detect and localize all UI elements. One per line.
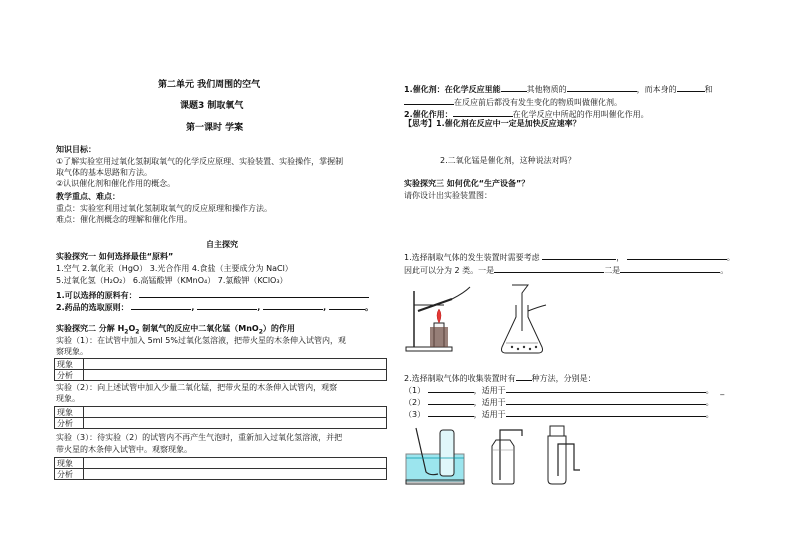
inquiry-3-instruction: 请你设计出实验装置图： [404, 191, 492, 200]
observation-cell[interactable] [84, 359, 387, 370]
downward-air-displacement-icon [544, 424, 584, 486]
experiment-2-table [54, 406, 387, 429]
catalyst-text: 和 [704, 85, 713, 94]
water-displacement-icon [404, 424, 468, 486]
self-study-heading: 自主探究 [206, 240, 238, 249]
generator-types [404, 264, 728, 276]
catalyst-label: 1.催化剂：在化学反应里能 [404, 85, 501, 94]
answer-blank[interactable] [453, 108, 513, 117]
goal-1b: 取气体的基本思路和方法。 [56, 168, 152, 177]
collection-method-2 [404, 396, 714, 408]
goal-1a: ①了解实验室用过氧化氢制取氧气的化学反应原理、实验装置、实验操作，掌握制 [56, 157, 344, 166]
analysis-cell[interactable] [84, 370, 387, 381]
item-number: （1） [404, 386, 426, 395]
key-heading: 教学重点、难点： [56, 192, 120, 201]
think-question-2: 2.二氧化锰是催化剂，这种说法对吗？ [440, 156, 576, 165]
observation-cell[interactable] [84, 458, 387, 469]
observation-label: 现象 [55, 458, 84, 469]
analysis-cell[interactable] [84, 418, 387, 429]
material-options-1: 1.空气 2.氧化汞（HgO） 3.光合作用 4.食盐（主要成分为 NaCl） [56, 264, 293, 273]
question-1-label: 1.可以选择的原料有： [56, 291, 137, 300]
answer-blank[interactable] [404, 96, 454, 105]
key-point: 重点：实验室利用过氧化氢制取氧气的反应原理和操作方法。 [56, 204, 272, 213]
catalyst-text: ，而本身的 [636, 85, 677, 94]
answer-blank[interactable] [501, 83, 527, 92]
inquiry-2-part: ）的作用 [262, 324, 295, 333]
answer-blank[interactable] [494, 264, 604, 273]
answer-blank[interactable] [428, 408, 474, 417]
answer-blank[interactable] [567, 83, 637, 92]
solid-heating-apparatus-icon [404, 283, 474, 353]
catalyst-definition-2 [404, 96, 622, 108]
answer-blank[interactable] [139, 289, 369, 298]
answer-blank[interactable] [197, 301, 257, 310]
period-mark: 。 [705, 386, 714, 395]
answer-blank[interactable] [131, 301, 191, 310]
question-2: 2.药品的选取原则： , , , 。 [56, 303, 373, 312]
experiment-2b: 现象。 [56, 394, 80, 403]
subscript: 2 [258, 328, 263, 336]
collection-question [404, 372, 596, 384]
inquiry-2-part: 制氧气的反应中二氧化锰（MnO [139, 324, 259, 333]
collection-method-1 [404, 384, 724, 396]
analysis-label: 分析 [55, 370, 84, 381]
lesson-title: 课题3 制取氧气 [180, 101, 244, 111]
experiment-1-table [54, 358, 387, 381]
inquiry-2-part: 实验探究二 分解 H [56, 324, 125, 333]
period-mark: 。 [705, 410, 714, 419]
answer-blank[interactable] [428, 384, 474, 393]
material-options-2: 5.过氧化氢（H₂O₂） 6.高锰酸钾（KMnO₄） 7.氯酸钾（KClO₃） [56, 276, 288, 285]
catalysis-text: 在化学反应中所起的作用叫催化作用。 [512, 110, 649, 119]
answer-blank[interactable] [542, 251, 616, 260]
item-number: （3） [404, 410, 426, 419]
catalyst-definition-1 [404, 83, 713, 95]
collection-text: 种方法，分别是： [531, 374, 596, 383]
answer-blank[interactable] [516, 372, 532, 381]
inquiry-3-title: 实验探究三 如何优化“生产设备”？ [404, 179, 530, 188]
period-mark: 。 [726, 253, 735, 262]
experiment-2a: 实验（2）：向上述试管中加入少量二氧化锰，把带火星的木条伸入试管内，观察 [56, 383, 338, 392]
difficult-point: 难点：催化剂概念的理解和催化作用。 [56, 215, 192, 224]
conical-flask-apparatus-icon [498, 281, 548, 355]
period-mark: 。 [705, 398, 714, 407]
collection-method-3 [404, 408, 714, 420]
experiment-3-table [54, 457, 387, 480]
inquiry-2-part: O [128, 324, 136, 333]
answer-blank[interactable] [620, 264, 720, 273]
analysis-cell[interactable] [84, 469, 387, 480]
fit-text: ，适用于 [473, 386, 506, 395]
answer-blank[interactable] [506, 396, 706, 405]
answer-blank[interactable] [506, 408, 706, 417]
observation-label: 现象 [55, 359, 84, 370]
catalysis-label: 2.催化作用： [404, 110, 453, 119]
catalyst-text: 在反应前后都没有发生变化的物质叫做催化剂。 [454, 98, 622, 107]
collection-text: 2.选择制取气体的收集装置时有 [404, 374, 516, 383]
analysis-label: 分析 [55, 418, 84, 429]
analysis-label: 分析 [55, 469, 84, 480]
inquiry-1-title: 实验探究一 如何选择最佳“原料” [56, 252, 174, 261]
generator-question: 1.选择制取气体的发生装置时需要考虑 ， 。 [404, 253, 735, 262]
item-number: （2） [404, 398, 426, 407]
subscript: 2 [124, 328, 129, 336]
answer-blank[interactable] [677, 83, 705, 92]
answer-blank[interactable] [506, 384, 706, 393]
catalyst-text: 其他物质的 [526, 85, 567, 94]
generator-text: 1.选择制取气体的发生装置时需要考虑 [404, 253, 540, 262]
experiment-1a: 实验（1）：在试管中加入 5ml 5%过氧化氢溶液，把带火星的木条伸入试管内，观 [56, 336, 346, 345]
subscript: 2 [135, 328, 140, 336]
stray-mark: _ [720, 386, 725, 395]
answer-blank[interactable] [428, 396, 474, 405]
unit-title: 第二单元 我们周围的空气 [158, 80, 261, 90]
observation-cell[interactable] [84, 407, 387, 418]
question-1 [56, 289, 369, 301]
answer-blank[interactable] [329, 301, 365, 310]
experiment-3b: 带火星的木条伸入试管中。观察现象。 [56, 445, 192, 454]
observation-label: 现象 [55, 407, 84, 418]
experiment-1b: 察现象。 [56, 347, 88, 356]
experiment-3a: 实验（3）：待实验（2）的试管内不再产生气泡时，重新加入过氧化氢溶液，并把 [56, 433, 343, 442]
generator-text: 二是 [604, 266, 621, 275]
answer-blank[interactable] [263, 301, 323, 310]
goals-heading: 知识目标： [56, 145, 96, 154]
fit-text: ，适用于 [473, 398, 506, 407]
fit-text: ，适用于 [473, 410, 506, 419]
period-title: 第一课时 学案 [186, 123, 244, 133]
answer-blank[interactable] [627, 251, 727, 260]
question-2-label: 2.药品的选取原则： [56, 303, 129, 312]
period-mark: 。 [720, 266, 729, 275]
goal-2: ②认识催化剂和催化作用的概念。 [56, 179, 176, 188]
generator-text: 因此可以分为 2 类。一是 [404, 266, 495, 275]
think-question-1: 【思考】1.催化剂在反应中一定是加快反应速率？ [404, 119, 581, 128]
upward-air-displacement-icon [486, 426, 526, 486]
